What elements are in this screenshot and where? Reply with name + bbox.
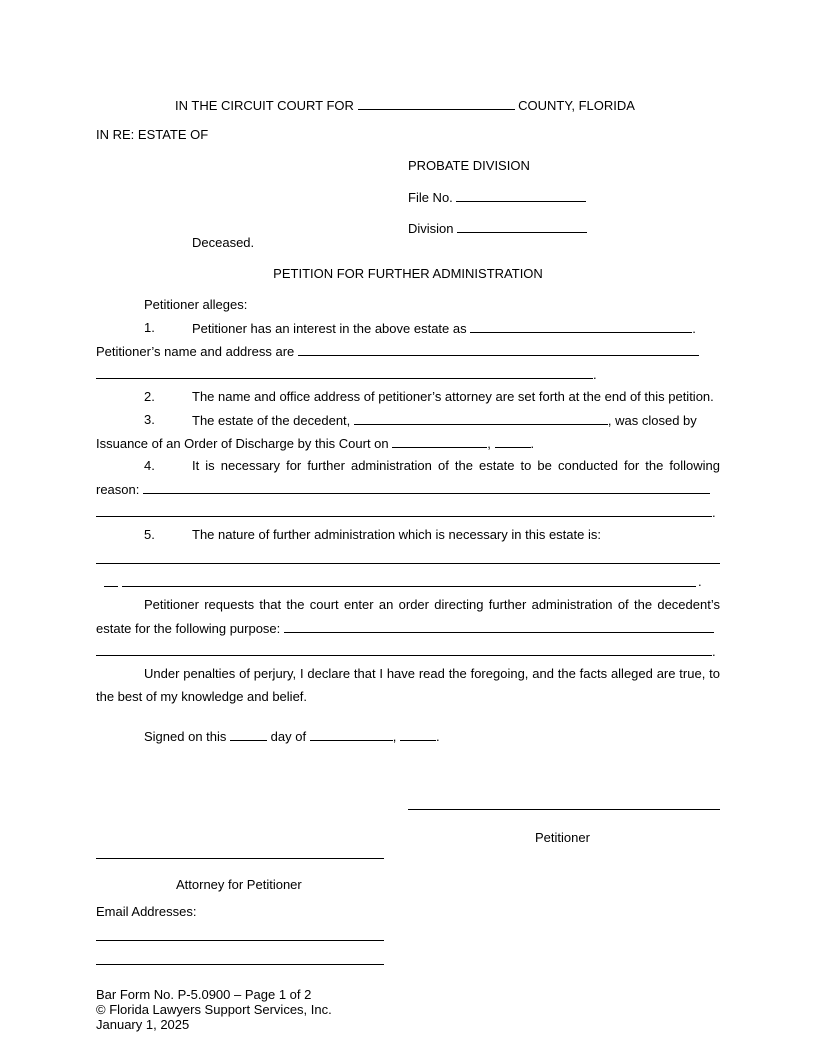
item-4-line3: . — [96, 504, 716, 521]
decedent-name-blank[interactable] — [354, 412, 608, 425]
division-no-label: Division — [408, 221, 454, 236]
request-line-2 — [96, 620, 714, 637]
file-no-row — [408, 189, 586, 206]
purpose-blank[interactable] — [284, 620, 714, 633]
purpose-label: estate for the following purpose: — [96, 621, 281, 636]
nature-blank[interactable] — [96, 563, 720, 564]
court-prefix: IN THE CIRCUIT COURT FOR — [175, 98, 354, 113]
name-address-blank[interactable] — [298, 343, 699, 356]
signed-month-blank[interactable] — [310, 728, 393, 741]
discharge-year-blank[interactable] — [495, 435, 531, 448]
county-blank[interactable] — [358, 97, 515, 110]
division-row — [408, 220, 587, 237]
reason-blank-2[interactable] — [96, 504, 712, 517]
file-no-blank[interactable] — [456, 189, 586, 202]
petitioner-signature-line[interactable] — [408, 809, 720, 810]
request-line-3: . — [96, 643, 716, 660]
declaration-line-1: Under penalties of perjury, I declare that I have read the foregoing, and the facts alleged are true, to — [144, 666, 720, 681]
document-title: PETITION FOR FURTHER ADMINISTRATION — [273, 266, 543, 281]
item-4-text: It is necessary for further administration of the estate to be conducted for the following — [192, 458, 720, 473]
signed-line: Signed on this day of , . — [144, 729, 440, 744]
item-3-line1 — [192, 412, 697, 429]
email-blank-2[interactable] — [96, 964, 384, 965]
court-suffix: COUNTY, FLORIDA — [518, 98, 635, 113]
petitioner-label: Petitioner — [535, 830, 590, 845]
item-3-text: The estate of the decedent, — [192, 413, 351, 428]
deceased-label: Deceased. — [192, 235, 255, 250]
declaration-line-2: the best of my knowledge and belief. — [96, 689, 308, 704]
item-2-text: The name and office address of petitioner’s attorney are set forth at the end of this petition. — [192, 389, 714, 404]
item-5-text: The nature of further administration which is necessary in this estate is: — [192, 527, 601, 542]
file-no-label: File No. — [408, 190, 453, 205]
name-address-label: Petitioner’s name and address are — [96, 344, 295, 359]
footer-date: January 1, 2025 — [96, 1017, 190, 1032]
attorney-signature-line[interactable] — [96, 858, 384, 859]
purpose-blank-2[interactable] — [96, 643, 712, 656]
signed-year-blank[interactable] — [400, 728, 436, 741]
signed-day-of: day of — [270, 729, 307, 744]
item-3-line2: Issuance of an Order of Discharge by this Court on , . — [96, 436, 535, 451]
item-5-number: 5. — [144, 527, 155, 542]
item-3-discharge-text: Issuance of an Order of Discharge by this Court on — [96, 436, 389, 451]
item-4-line2 — [96, 481, 710, 498]
item-3-number: 3. — [144, 412, 155, 427]
footer-form-no: Bar Form No. P-5.0900 – Page 1 of 2 — [96, 987, 312, 1002]
name-address-blank-2[interactable] — [96, 366, 593, 379]
reason-label: reason: — [96, 482, 140, 497]
nature-blank-2a[interactable] — [104, 586, 118, 587]
signed-day-blank[interactable] — [230, 728, 267, 741]
item-3-closed-by: , was closed by — [607, 413, 697, 428]
footer-copyright: © Florida Lawyers Support Services, Inc. — [96, 1002, 332, 1017]
email-label: Email Addresses: — [96, 904, 197, 919]
reason-blank[interactable] — [143, 481, 710, 494]
probate-division-label: PROBATE DIVISION — [408, 158, 530, 173]
court-heading — [175, 97, 635, 114]
item-4-number: 4. — [144, 458, 155, 473]
intro-text: Petitioner alleges: — [144, 297, 248, 312]
item-2-number: 2. — [144, 389, 155, 404]
interest-blank[interactable] — [470, 320, 692, 333]
request-line-1: Petitioner requests that the court enter an order directing further administration of the decedent’s — [144, 597, 720, 612]
item-1-line1: Petitioner has an interest in the above estate as . — [192, 321, 696, 336]
nature-period: . — [698, 574, 702, 589]
item-1-line3: . — [96, 366, 597, 383]
email-blank-1[interactable] — [96, 940, 384, 941]
in-re-label: IN RE: ESTATE OF — [96, 127, 209, 142]
signed-prefix: Signed on this — [144, 729, 227, 744]
item-1-number: 1. — [144, 320, 155, 335]
item-1-line2 — [96, 343, 699, 360]
discharge-date-blank[interactable] — [392, 435, 487, 448]
attorney-label: Attorney for Petitioner — [176, 877, 302, 892]
item-1-text: Petitioner has an interest in the above estate as — [192, 321, 467, 336]
division-blank[interactable] — [457, 220, 587, 233]
nature-blank-2[interactable] — [122, 586, 696, 587]
